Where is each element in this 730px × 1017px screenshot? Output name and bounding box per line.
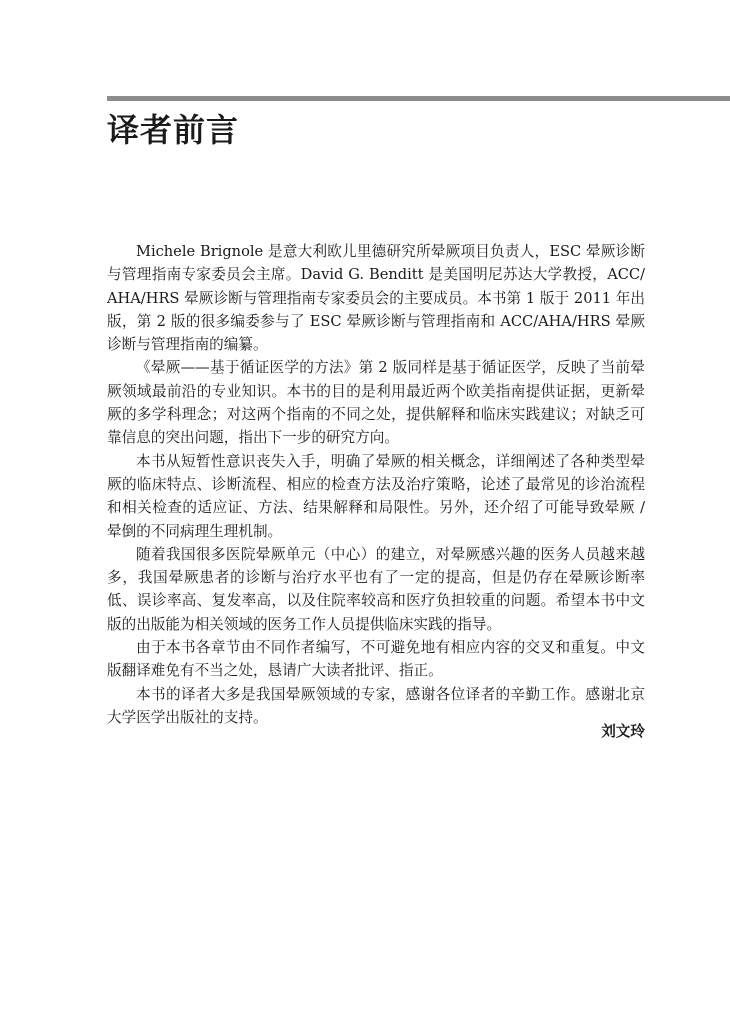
translator-signature: 刘文玲	[601, 723, 645, 740]
paragraph: 《晕厥——基于循证医学的方法》第 2 版同样是基于循证医学，反映了当前晕厥领域最前沿的专业知识。本书的目的是利用最近两个欧美指南提供证据，更新晕厥的多学科理念；对这两个指南的不同之处，提供解释和临床实践建议；对缺乏可靠信息的突出问题，指出下一步的研究方向。	[107, 359, 645, 447]
header-rule	[107, 96, 730, 101]
paragraph: 本书的译者大多是我国晕厥领域的专家，感谢各位译者的辛勤工作。感谢北京大学医学出版社的支持。	[107, 685, 645, 726]
paragraph: 本书从短暂性意识丧失入手，明确了晕厥的相关概念，详细阐述了各种类型晕厥的临床特点、诊断流程、相应的检查方法及治疗策略，论述了最常见的诊治流程和相关检查的适应证、方法、结果解释和局限性。另外，还介绍了可能导致晕厥 / 晕倒的不同病理生理机制。	[107, 452, 645, 540]
paragraph: 由于本书各章节由不同作者编写，不可避免地有相应内容的交叉和重复。中文版翻译难免有不当之处，恳请广大读者批评、指正。	[107, 639, 645, 680]
paragraph: Michele Brignole 是意大利欧儿里德研究所晕厥项目负责人，ESC 晕厥诊断与管理指南专家委员会主席。David G. Benditt 是美国明尼苏达大学教授，ACC/AHA/HRS 晕厥诊断与管理指南专家委员会的主要成员。本书第 1 版于 2011 年出版，第 2 版的很多编委参与了 ESC 晕厥诊断与管理指南和 ACC/AHA/HRS 晕厥诊断与管理指南的编纂。	[107, 243, 645, 354]
preface-body	[107, 240, 645, 729]
paragraph: 随着我国很多医院晕厥单元（中心）的建立，对晕厥感兴趣的医务人员越来越多，我国晕厥患者的诊断与治疗水平也有了一定的提高，但是仍存在晕厥诊断率低、误诊率高、复发率高，以及住院率较高和医疗负担较重的问题。希望本书中文版的出版能为相关领域的医务工作人员提供临床实践的指导。	[107, 545, 645, 633]
page-title: 译者前言	[107, 111, 240, 149]
